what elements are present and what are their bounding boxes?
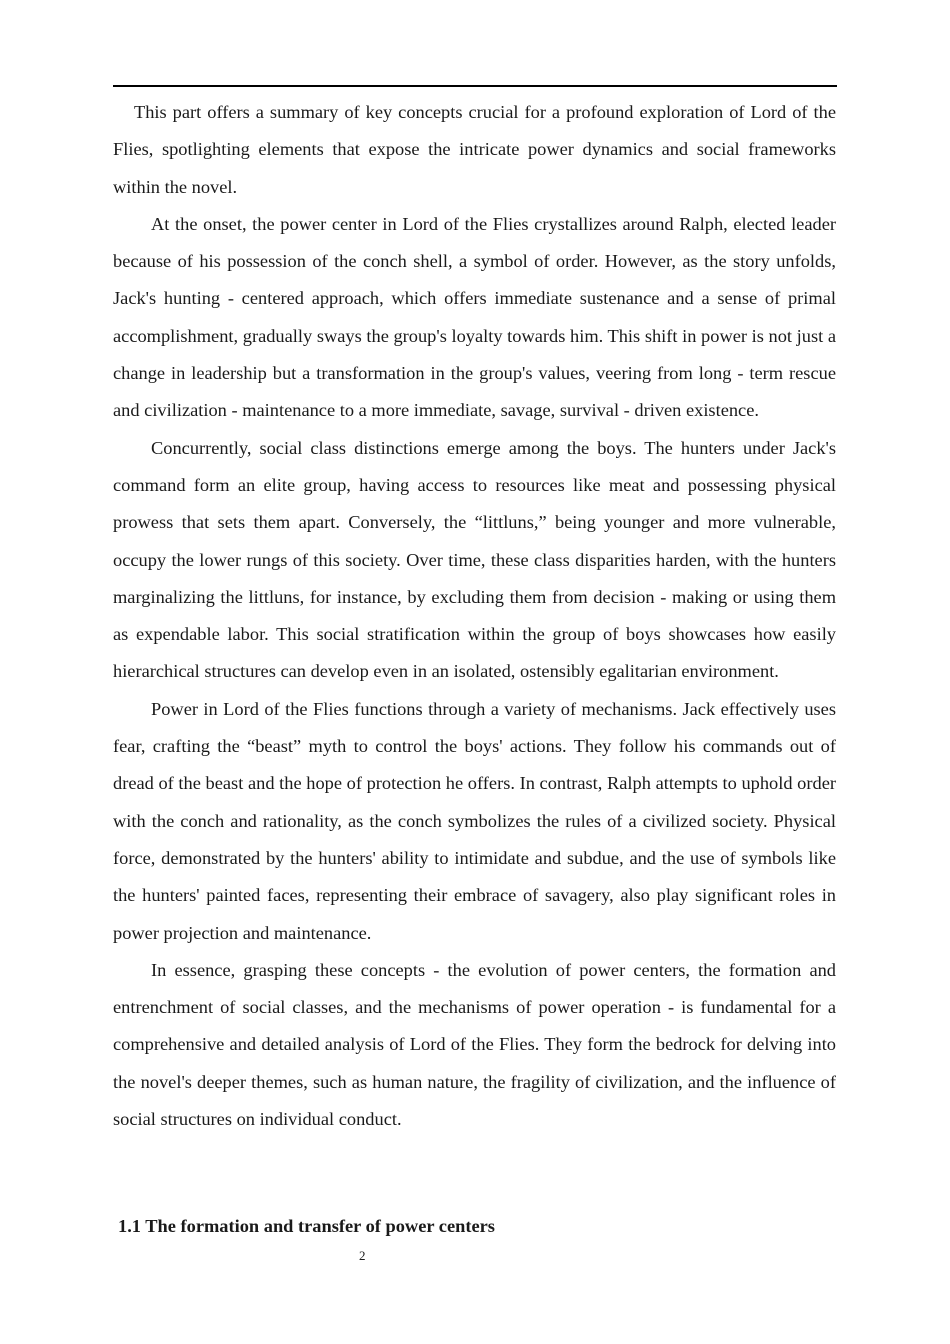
paragraph-power-center: At the onset, the power center in Lord of the Flies crystallizes around Ralph, elected leader because of his possession of the conch shell, a symbol of order. However, as the story unfolds, Jack's hunting - centered approach, which offers immediate sustenance and a sense of primal accomplishment, gradually sways the group's loyalty towards him. This shift in power is not just a change in leadership but a transformation in the group's values, veering from long - term rescue and civilization - maintenance to a more immediate, savage, survival - driven existence.: [113, 213, 836, 421]
section-heading: 1.1 The formation and transfer of power centers: [118, 1216, 495, 1236]
paragraph-intro: This part offers a summary of key concepts crucial for a profound exploration of Lord of the Flies, spotlighting elements that expose the intricate power dynamics and social frameworks within the novel.: [113, 102, 836, 197]
header-rule: [113, 85, 837, 87]
paragraph-conclusion: In essence, grasping these concepts - the evolution of power centers, the formation and entrenchment of social classes, and the mechanisms of power operation - is fundamental for a comprehensive and detailed analysis of Lord of the Flies. They form the bedrock for delving into the novel's deeper themes, such as human nature, the fragility of civilization, and the influence of social structures on individual conduct.: [113, 959, 836, 1130]
paragraph-social-class: Concurrently, social class distinctions emerge among the boys. The hunters under Jack's command form an elite group, having access to resources like meat and possessing physical prowess that sets them apart. Conversely, the “littluns,” being younger and more vulnerable, occupy the lower rungs of this society. Over time, these class disparities harden, with the hunters marginalizing the littluns, for instance, by excluding them from decision - making or using them as expendable labor. This social stratification within the group of boys showcases how easily hierarchical structures can develop even in an isolated, ostensibly egalitarian environment.: [113, 437, 836, 682]
page-number: 2: [359, 1248, 366, 1263]
paragraph-power-mechanisms: Power in Lord of the Flies functions through a variety of mechanisms. Jack effectively uses fear, crafting the “beast” myth to control the boys' actions. They follow his commands out of dread of the beast and the hope of protection he offers. In contrast, Ralph attempts to uphold order with the conch and rationality, as the conch symbolizes the rules of a civilized society. Physical force, demonstrated by the hunters' ability to intimidate and subdue, and the use of symbols like the hunters' painted faces, representing their embrace of savagery, also play significant roles in power projection and maintenance.: [113, 698, 836, 943]
body-text: [113, 94, 836, 1138]
